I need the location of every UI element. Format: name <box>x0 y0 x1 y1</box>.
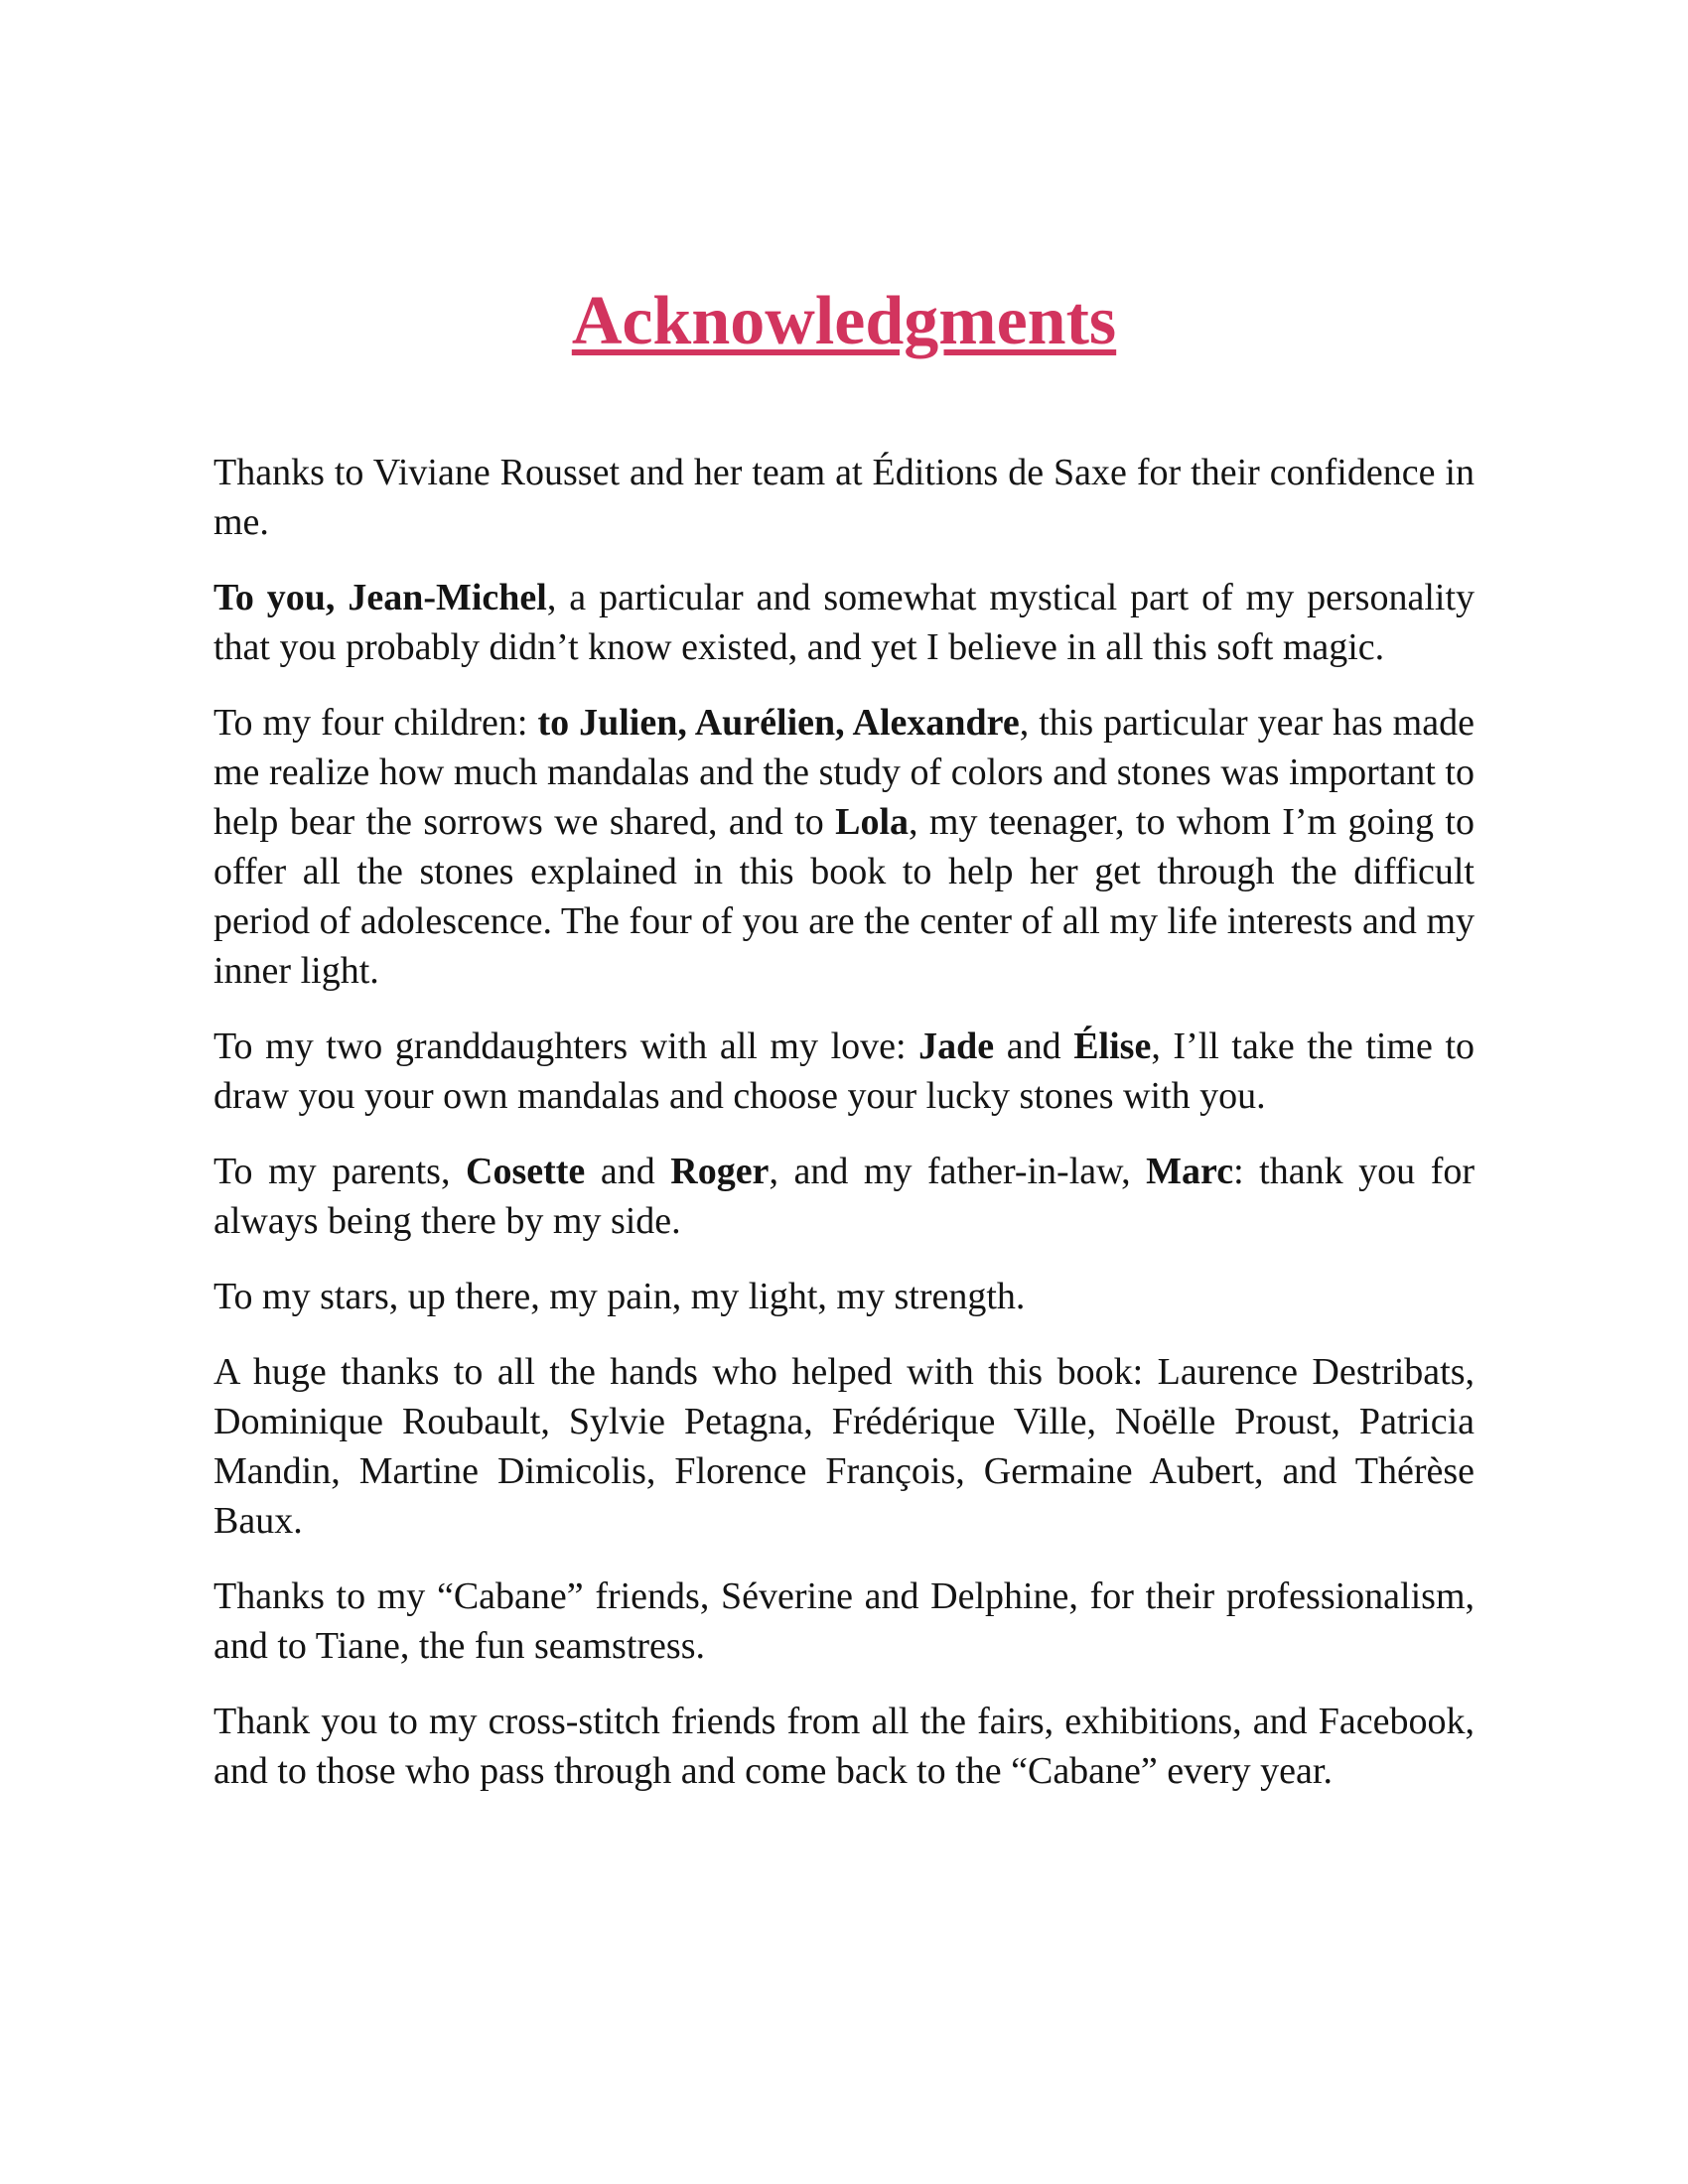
bold-text-run: to Julien, Aurélien, Alexandre <box>537 702 1020 744</box>
text-run: Thank you to my cross-stitch friends from all the fairs, exhibitions, and Facebook, and to those who pass through and come back to the “Cabane” every year. <box>213 1701 1475 1792</box>
bold-text-run: Lola <box>835 801 909 843</box>
text-run: , this particular year has made me realize how much mandalas and the study of colors and stones was important to help bear the sorrows we shared, and to <box>213 702 1475 843</box>
paragraph <box>213 1697 1475 1796</box>
text-run: To my parents, <box>213 1151 466 1192</box>
text-run: To my two granddaughters with all my love: <box>213 1025 919 1067</box>
paragraph <box>213 1571 1475 1671</box>
text-run: A huge thanks to all the hands who helped with this book: Laurence Destribats, Dominique Roubault, Sylvie Petagna, Frédérique Ville, Noëlle Proust, Patricia Mandin, Martine Dimicolis, Florence François, Germaine Aubert, and Thérèse Baux. <box>213 1351 1475 1542</box>
bold-text-run: Cosette <box>466 1151 586 1192</box>
paragraph <box>213 573 1475 672</box>
text-run: : thank you for always being there by my side. <box>213 1151 1476 1242</box>
acknowledgments-text <box>213 448 1475 1796</box>
text-run: , my teenager, to whom I’m going to offer all the stones explained in this book to help her get through the difficult period of adolescence. The four of you are the center of all my life interests and my inner light. <box>213 801 1475 992</box>
paragraph <box>213 1347 1475 1546</box>
text-run: , and my father-in-law, <box>769 1151 1147 1192</box>
bold-text-run: Élise <box>1073 1025 1152 1067</box>
text-run: , I’ll take the time to draw you your own mandalas and choose your lucky stones with you. <box>213 1025 1476 1117</box>
text-run: To my four children: <box>213 702 538 744</box>
paragraph <box>213 1022 1475 1121</box>
text-run: To my stars, up there, my pain, my light, my strength. <box>213 1276 1026 1317</box>
page-title: Acknowledgments <box>571 283 1117 359</box>
paragraph <box>213 448 1475 547</box>
text-run: and <box>585 1151 671 1192</box>
text-run: Thanks to Viviane Rousset and her team at Éditions de Saxe for their confidence in me. <box>213 452 1475 543</box>
paragraph <box>213 1272 1475 1321</box>
bold-text-run: Roger <box>670 1151 770 1192</box>
bold-text-run: Marc <box>1146 1151 1234 1192</box>
bold-text-run: Jade <box>918 1025 995 1067</box>
bold-text-run: To you, Jean-Michel <box>213 577 547 618</box>
paragraph <box>213 698 1475 996</box>
paragraph <box>213 1147 1475 1246</box>
text-run: , a particular and somewhat mystical part of my personality that you probably didn’t know existed, and yet I believe in all this soft magic. <box>213 577 1475 668</box>
text-run: and <box>994 1025 1074 1067</box>
text-run: Thanks to my “Cabane” friends, Séverine and Delphine, for their professionalism, and to Tiane, the fun seamstress. <box>213 1575 1475 1667</box>
